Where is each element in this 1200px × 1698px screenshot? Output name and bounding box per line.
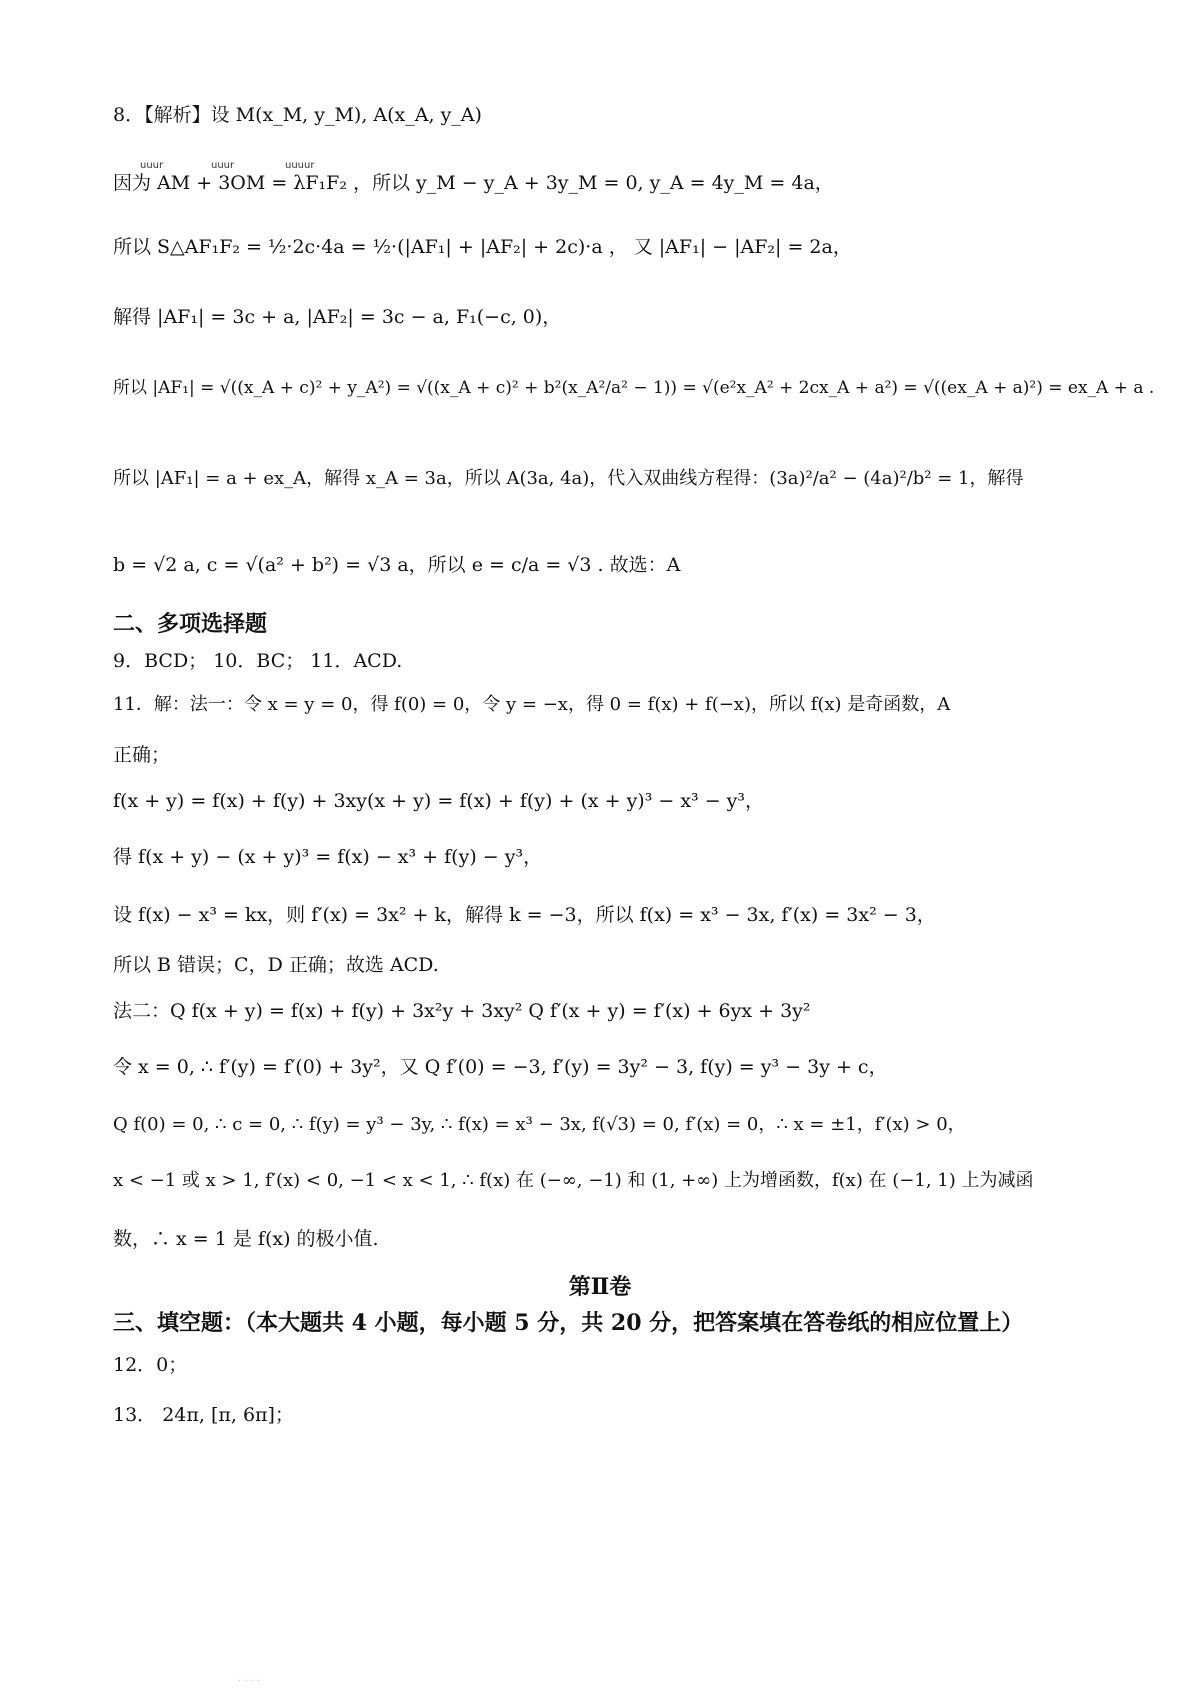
solution-11-critical-points: Q f(0) = 0, ∴ c = 0, ∴ f(y) = y³ − 3y, ∴ f(x) = x³ − 3x, f(√3) = 0, f′(x) = 0，∴ x = ±1，f′(x) > 0， — [113, 1114, 966, 1135]
solution-11-result: 所以 B 错误；C，D 正确；故选 ACD. — [113, 954, 439, 976]
solution-8-focal-distances: 解得 |AF₁| = 3c + a, |AF₂| = 3c − a, F₁(−c, 0)， — [113, 306, 562, 328]
volume-ii-title: 第Ⅱ卷 — [568, 1274, 632, 1300]
solution-11-rearranged: 得 f(x + y) − (x + y)³ = f(x) − x³ + f(y) − y³， — [113, 846, 543, 868]
solution-8-vector-relation: 因为 AM + 3OM = λF₁F₂ ，所以 y_M − y_A + 3y_M = 0, y_A = 4y_M = 4a， — [113, 172, 834, 194]
answer-12: 12．0； — [113, 1354, 188, 1376]
section-heading-multiple-choice: 二、多项选择题 — [113, 611, 268, 637]
solution-11-monotonicity: x < −1 或 x > 1, f′(x) < 0, −1 < x < 1, ∴ f(x) 在 (−∞, −1) 和 (1, +∞) 上为增函数，f(x) 在 (−1, 1) 上为减函 — [113, 1170, 1034, 1191]
solution-11-derivative-at-zero: 令 x = 0, ∴ f′(y) = f′(0) + 3y²，又 Q f′(0) = −3, f′(y) = 3y² − 3, f(y) = y³ − 3y + c， — [113, 1056, 888, 1078]
footer-dots: · · · · — [238, 1676, 261, 1687]
solution-11-minimum: 数，∴ x = 1 是 f(x) 的极小值. — [113, 1228, 379, 1250]
solution-11-method-2: 法二：Q f(x + y) = f(x) + f(y) + 3x²y + 3xy² Q f′(x + y) = f′(x) + 6yx + 3y² — [113, 1000, 811, 1022]
answer-13: 13． 24π, [π, 6π]； — [113, 1404, 294, 1426]
answers-9-10-11: 9．BCD； 10．BC； 11．ACD. — [113, 650, 403, 672]
solution-11-expansion: f(x + y) = f(x) + f(y) + 3xy(x + y) = f(x) + f(y) + (x + y)³ − x³ − y³， — [113, 790, 765, 812]
solution-11-set-kx: 设 f(x) − x³ = kx，则 f′(x) = 3x² + k，解得 k = −3，所以 f(x) = x³ − 3x, f′(x) = 3x² − 3， — [113, 904, 936, 926]
solution-8-conclusion: b = √2 a, c = √(a² + b²) = √3 a，所以 e = c/a = √3 . 故选：A — [113, 554, 681, 576]
vector-mark-am: uuur — [140, 160, 164, 171]
section-heading-fill-in: 三、填空题：（本大题共 4 小题，每小题 5 分，共 20 分，把答案填在答卷纸的相应位置上） — [113, 1310, 1024, 1336]
vector-mark-om: uuur — [211, 160, 235, 171]
solution-8-distance-derivation: 所以 |AF₁| = √((x_A + c)² + y_A²) = √((x_A + c)² + b²(x_A²/a² − 1)) = √(e²x_A² + 2cx_A + a²) = √((ex_A + a)²) = ex_A + a . — [113, 378, 1155, 398]
vector-mark-f1f2: uuuur — [285, 160, 315, 171]
solution-11-method-1: 11．解：法一：令 x = y = 0，得 f(0) = 0，令 y = −x，得 0 = f(x) + f(−x)，所以 f(x) 是奇函数，A — [113, 694, 951, 715]
solution-8-header: 8．【解析】设 M(x_M, y_M), A(x_A, y_A) — [113, 104, 482, 126]
solution-8-area-equation: 所以 S△AF₁F₂ = ½·2c·4a = ½·(|AF₁| + |AF₂| + 2c)·a ， 又 |AF₁| − |AF₂| = 2a， — [113, 236, 852, 258]
solution-11-correct-a: 正确； — [113, 744, 171, 766]
solution-8-substitution: 所以 |AF₁| = a + ex_A，解得 x_A = 3a，所以 A(3a, 4a)，代入双曲线方程得：(3a)²/a² − (4a)²/b² = 1，解得 — [113, 468, 1024, 489]
